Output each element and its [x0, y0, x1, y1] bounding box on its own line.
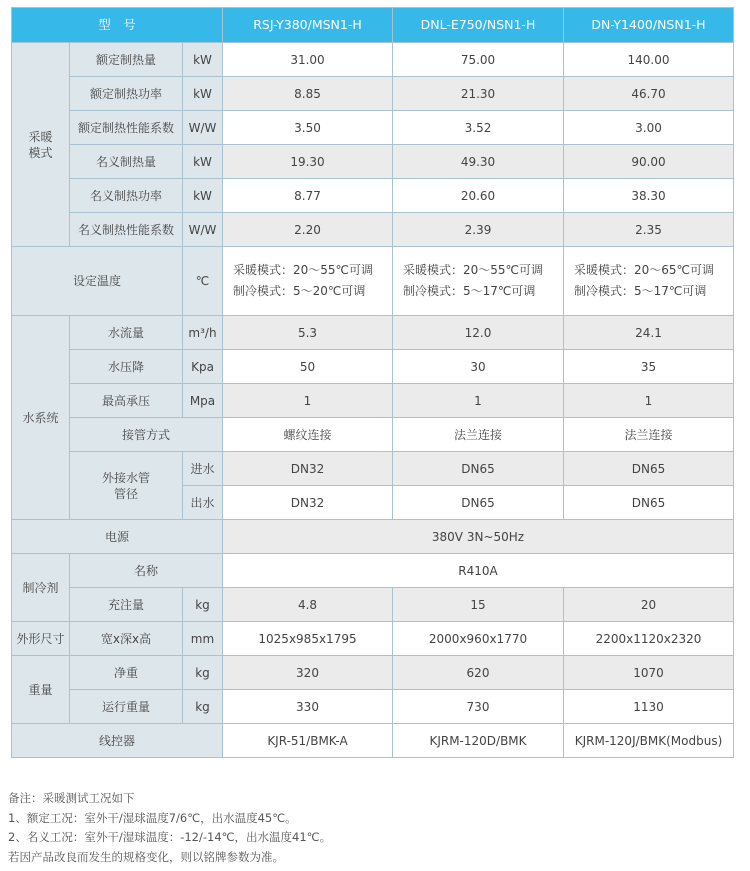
row-label: 水压降	[70, 350, 183, 384]
set-temp-value: 采暖模式：20～55℃可调 制冷模式：5～17℃可调	[393, 247, 564, 316]
table-row	[12, 690, 734, 724]
cell-value: 730	[393, 690, 564, 724]
water-group-label: 水系统	[12, 316, 70, 520]
table-row	[12, 452, 734, 486]
dimensions-group-label: 外形尺寸	[12, 622, 70, 656]
note-line: 备注：采暖测试工况如下	[8, 791, 135, 805]
cell-value: 20	[564, 588, 734, 622]
row-unit: Mpa	[183, 384, 223, 418]
row-unit: Kpa	[183, 350, 223, 384]
cell-value: 15	[393, 588, 564, 622]
cell-value: DN32	[223, 452, 393, 486]
cell-value: DN65	[564, 486, 734, 520]
row-label: 充注量	[70, 588, 183, 622]
row-label: 名义制热性能系数	[70, 213, 183, 247]
note-line: 若因产品改良而发生的规格变化，则以铭牌参数为准。	[8, 849, 284, 864]
note-line: 1、额定工况：室外干/湿球温度7/6℃，出水温度45℃。	[8, 810, 297, 825]
cell-value: 2.39	[393, 213, 564, 247]
set-temp-label: 设定温度	[12, 247, 183, 316]
cell-value: 1	[223, 384, 393, 418]
table-row	[12, 384, 734, 418]
row-label: 接管方式	[70, 418, 223, 452]
cell-value: 4.8	[223, 588, 393, 622]
table-row	[12, 350, 734, 384]
cell-value: 3.00	[564, 111, 734, 145]
set-temp-value: 采暖模式：20～65℃可调 制冷模式：5～17℃可调	[564, 247, 734, 316]
cell-value: 90.00	[564, 145, 734, 179]
cell-value: 3.50	[223, 111, 393, 145]
cell-value: 75.00	[393, 43, 564, 77]
row-label: 名义制热功率	[70, 179, 183, 213]
table-row	[12, 213, 734, 247]
cell-value: 620	[393, 656, 564, 690]
cell-value: 螺纹连接	[223, 418, 393, 452]
cell-value: 140.00	[564, 43, 734, 77]
cell-value: 320	[223, 656, 393, 690]
table-row	[12, 656, 734, 690]
cell-value: 1070	[564, 656, 734, 690]
table-row	[12, 111, 734, 145]
row-label: 额定制热量	[70, 43, 183, 77]
cell-value: 3.52	[393, 111, 564, 145]
cell-value: 2.35	[564, 213, 734, 247]
cell-value: 8.85	[223, 77, 393, 111]
table-row	[12, 77, 734, 111]
cell-value: 1	[393, 384, 564, 418]
table-row	[12, 179, 734, 213]
cell-value: 20.60	[393, 179, 564, 213]
cell-value: 1025x985x1795	[223, 622, 393, 656]
row-label: 宽x深x高	[70, 622, 183, 656]
controller-label: 线控器	[12, 724, 223, 758]
row-unit: 出水	[183, 486, 223, 520]
cell-value: KJRM-120D/BMK	[393, 724, 564, 758]
cell-value: 法兰连接	[564, 418, 734, 452]
row-unit: 进水	[183, 452, 223, 486]
notes	[8, 789, 331, 867]
cell-value: KJRM-120J/BMK(Modbus)	[564, 724, 734, 758]
cell-value: DN65	[393, 486, 564, 520]
cell-value: 21.30	[393, 77, 564, 111]
row-label: 额定制热性能系数	[70, 111, 183, 145]
refrigerant-group-label: 制冷剂	[12, 554, 70, 622]
cell-value: DN65	[564, 452, 734, 486]
row-unit: kg	[183, 588, 223, 622]
row-label: 最高承压	[70, 384, 183, 418]
row-unit: kW	[183, 43, 223, 77]
row-unit: W/W	[183, 213, 223, 247]
weight-group-label: 重量	[12, 656, 70, 724]
controller-row	[12, 724, 734, 758]
row-unit: W/W	[183, 111, 223, 145]
table-row	[12, 622, 734, 656]
cell-value: 31.00	[223, 43, 393, 77]
row-label: 运行重量	[70, 690, 183, 724]
cell-value: 50	[223, 350, 393, 384]
model-1: RSJ-Y380/MSN1-H	[223, 8, 393, 43]
row-label: 净重	[70, 656, 183, 690]
cell-value: 2200x1120x2320	[564, 622, 734, 656]
cell-value: 30	[393, 350, 564, 384]
note-line: 2、名义工况：室外干/湿球温度：-12/-14℃，出水温度41℃。	[8, 830, 332, 844]
cell-value: 1	[564, 384, 734, 418]
set-temp-row	[12, 247, 734, 316]
header-row	[12, 8, 734, 43]
cell-value: 24.1	[564, 316, 734, 350]
cell-value: 330	[223, 690, 393, 724]
table-row	[12, 588, 734, 622]
cell-value: 1130	[564, 690, 734, 724]
power-value: 380V 3N~50Hz	[223, 520, 734, 554]
refrigerant-name-value: R410A	[223, 554, 734, 588]
row-unit: mm	[183, 622, 223, 656]
cell-value: 8.77	[223, 179, 393, 213]
power-row	[12, 520, 734, 554]
cell-value: 2000x960x1770	[393, 622, 564, 656]
model-2: DNL-E750/NSN1-H	[393, 8, 564, 43]
table-row	[12, 418, 734, 452]
set-temp-unit: ℃	[183, 247, 223, 316]
spec-table	[11, 7, 734, 758]
cell-value: 46.70	[564, 77, 734, 111]
row-unit: kg	[183, 690, 223, 724]
row-unit: m³/h	[183, 316, 223, 350]
row-unit: kW	[183, 179, 223, 213]
table-row	[12, 43, 734, 77]
table-row	[12, 554, 734, 588]
row-label: 水流量	[70, 316, 183, 350]
table-row	[12, 316, 734, 350]
row-label: 名称	[70, 554, 223, 588]
cell-value: DN65	[393, 452, 564, 486]
cell-value: 38.30	[564, 179, 734, 213]
row-label: 名义制热量	[70, 145, 183, 179]
spec-table-container	[11, 7, 734, 758]
cell-value: 35	[564, 350, 734, 384]
cell-value: 法兰连接	[393, 418, 564, 452]
row-unit: kW	[183, 145, 223, 179]
cell-value: KJR-51/BMK-A	[223, 724, 393, 758]
cell-value: 19.30	[223, 145, 393, 179]
set-temp-value: 采暖模式：20～55℃可调 制冷模式：5～20℃可调	[223, 247, 393, 316]
cell-value: 2.20	[223, 213, 393, 247]
cell-value: 49.30	[393, 145, 564, 179]
table-row	[12, 145, 734, 179]
cell-value: DN32	[223, 486, 393, 520]
power-label: 电源	[12, 520, 223, 554]
model-label: 型 号	[12, 8, 223, 43]
model-3: DN-Y1400/NSN1-H	[564, 8, 734, 43]
heating-group-label: 采暖 模式	[12, 43, 70, 247]
pipe-label: 外接水管 管径	[70, 452, 183, 520]
row-unit: kg	[183, 656, 223, 690]
row-label: 额定制热功率	[70, 77, 183, 111]
row-unit: kW	[183, 77, 223, 111]
cell-value: 12.0	[393, 316, 564, 350]
cell-value: 5.3	[223, 316, 393, 350]
